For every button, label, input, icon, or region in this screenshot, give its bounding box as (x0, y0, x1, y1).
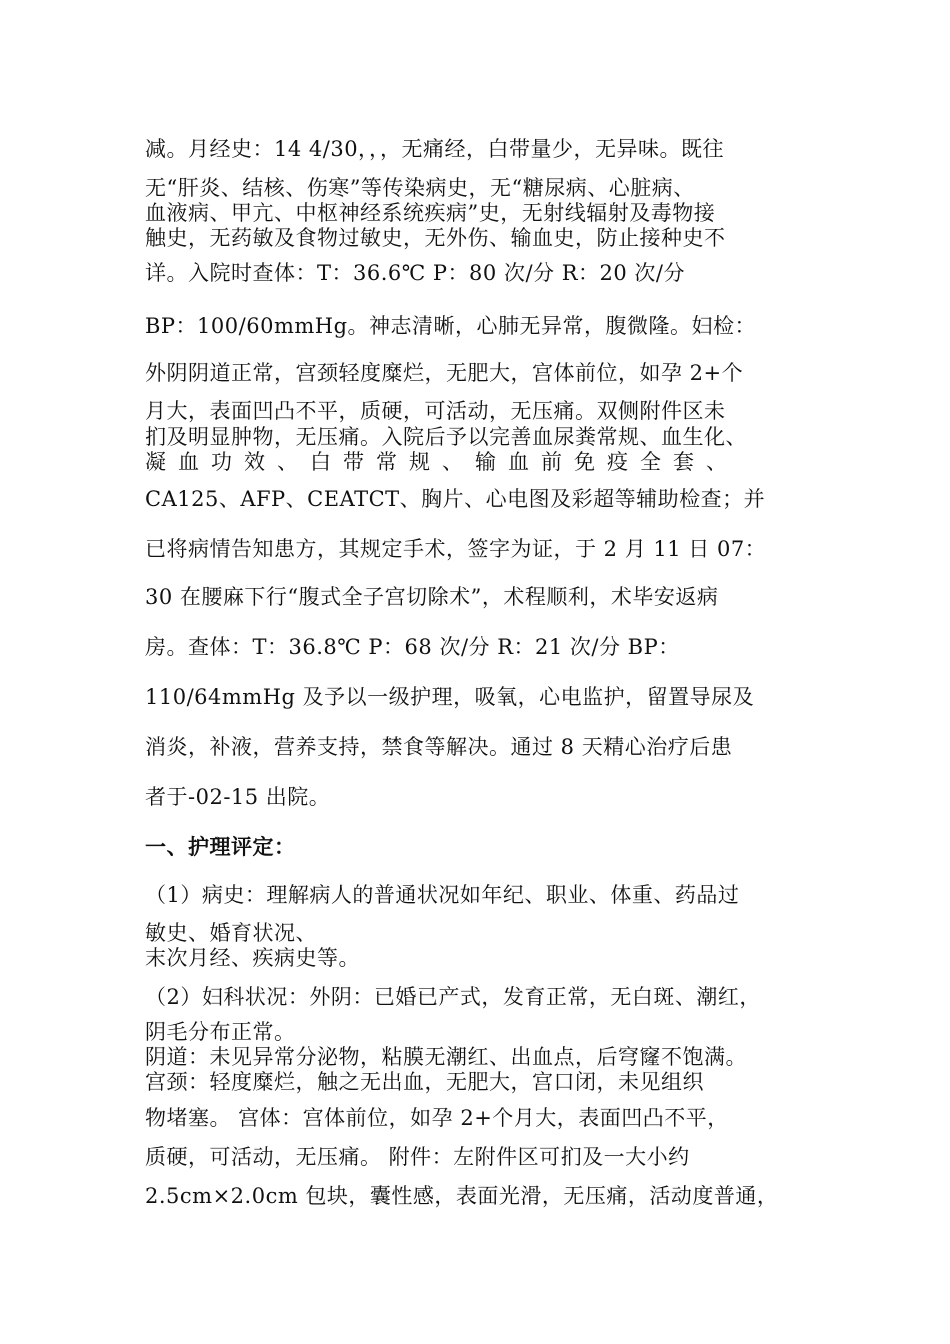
section-heading: 一、护理评定： (145, 834, 296, 859)
assessment-line: 宫颈：轻度糜烂，触之无出血，无肥大，宫口闭，未见组织 (145, 1070, 704, 1094)
assessment-line: 阴毛分布正常。 (145, 1020, 296, 1044)
body-line: 月大，表面凹凸不平，质硬，可活动，无压痛。双侧附件区未 (145, 399, 726, 423)
body-line: 已将病情告知患方，其规定手术，签字为证，于 2 月 11 日 07： (145, 537, 767, 561)
body-line: 110/64mmHg 及予以一级护理，吸氧，心电监护，留置导尿及 (145, 685, 755, 709)
assessment-line: 2.5cm×2.0cm 包块，囊性感，表面光滑，无压痛，活动度普通， (145, 1184, 779, 1208)
body-line: 消炎，补液，营养支持，禁食等解决。通过 8 天精心治疗后患 (145, 735, 733, 759)
body-line: 触史，无药敏及食物过敏史，无外伤、输血史，防止接种史不 (145, 226, 726, 250)
assessment-line: 敏史、婚育状况、 (145, 921, 317, 945)
body-line: 30 在腰麻下行“腹式全子宫切除术”，术程顺利，术毕安返病 (145, 585, 719, 609)
body-line: 外阴阴道正常，宫颈轻度糜烂，无肥大，宫体前位，如孕 2+个 (145, 361, 744, 385)
body-line: 减。月经史：14 4/30，，，无痛经，白带量少，无异味。既往 (145, 137, 725, 161)
body-line: BP：100/60mmHg。神志清晰，心肺无异常，腹微隆。妇检： (145, 314, 757, 338)
body-line: 扪及明显肿物，无压痛。入院后予以完善血尿粪常规、血生化、 (145, 425, 747, 449)
assessment-line: 末次月经、疾病史等。 (145, 946, 360, 970)
body-line: 房。查体：T：36.8℃ P：68 次/分 R：21 次/分 BP： (145, 635, 680, 659)
body-line: 血液病、甲亢、中枢神经系统疾病”史，无射线辐射及毒物接 (145, 201, 716, 225)
body-line: 凝血功效、白带常规、输血前免疫全套、 (145, 450, 739, 474)
body-line: 无“肝炎、结核、伤寒”等传染病史，无“糖尿病、心脏病、 (145, 176, 695, 200)
assessment-line: 质硬，可活动，无压痛。 附件：左附件区可扪及一大小约 (145, 1145, 690, 1169)
assessment-line: （2）妇科状况：外阴：已婚已产式，发育正常，无白斑、潮红， (145, 985, 761, 1009)
assessment-line: （1）病史：理解病人的普通状况如年纪、职业、体重、药品过 (145, 883, 740, 907)
assessment-line: 物堵塞。 宫体：宫体前位，如孕 2+个月大，表面凹凸不平， (145, 1106, 729, 1130)
body-line: 详。入院时查体：T：36.6℃ P：80 次/分 R：20 次/分 (145, 261, 685, 285)
body-line: 者于-02-15 出院。 (145, 785, 331, 809)
body-line: CA125、AFP、CEATCT、胸片、心电图及彩超等辅助检查；并 (145, 487, 766, 511)
assessment-line: 阴道：未见异常分泌物，粘膜无潮红、出血点，后穹窿不饱满。 (145, 1045, 747, 1069)
